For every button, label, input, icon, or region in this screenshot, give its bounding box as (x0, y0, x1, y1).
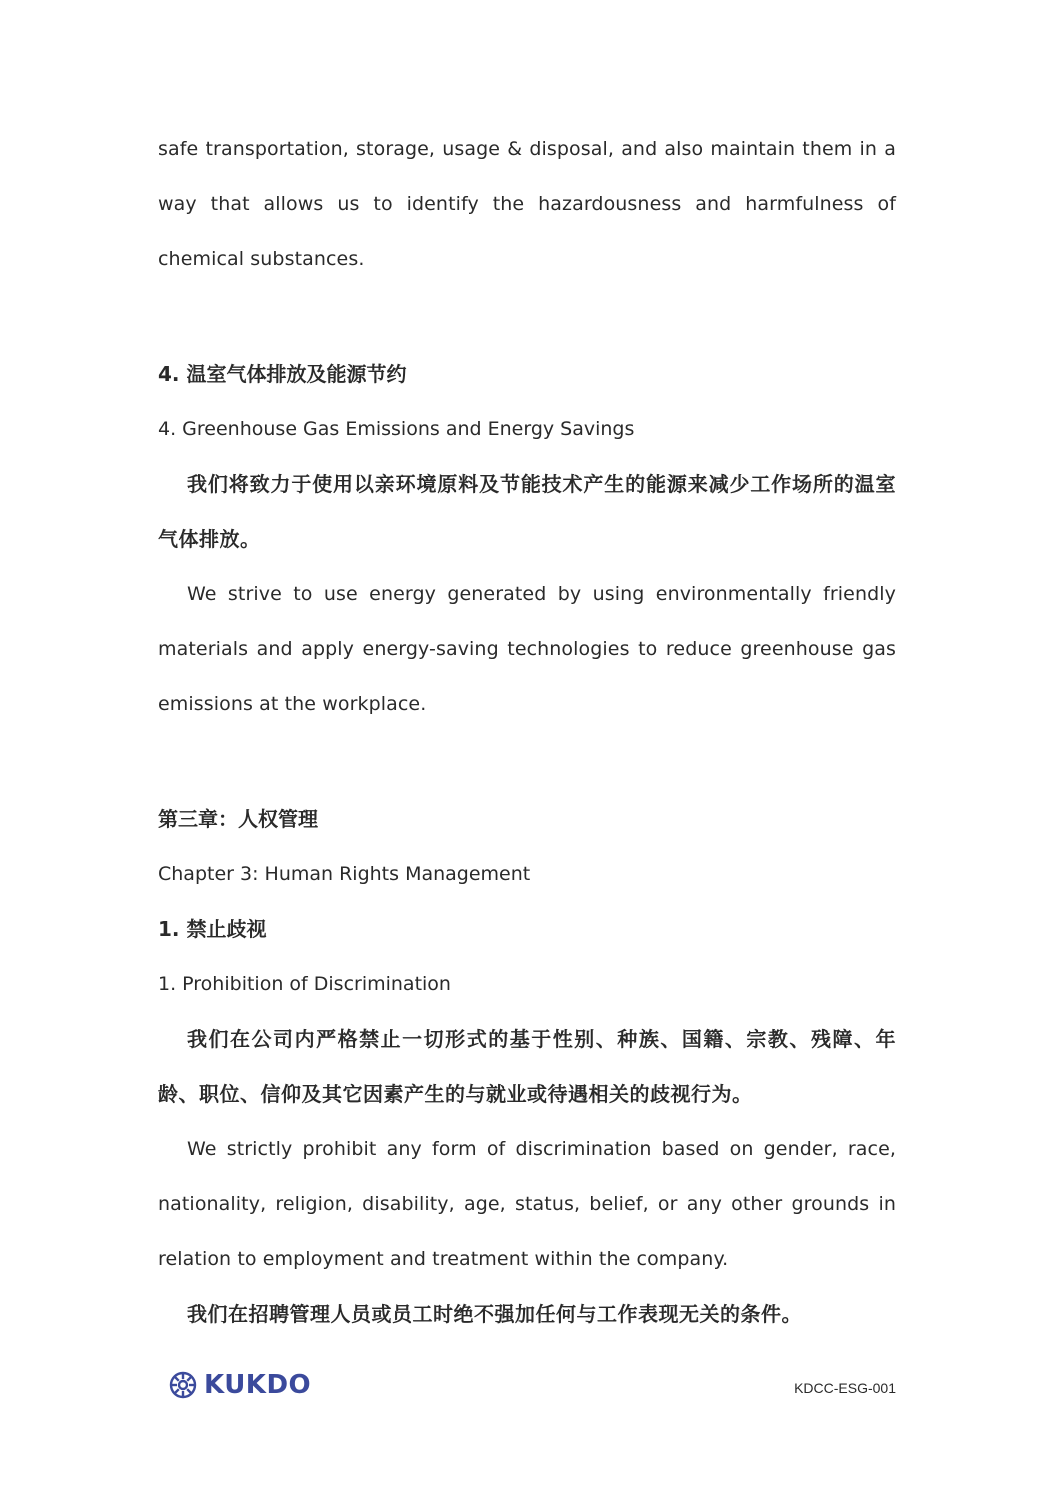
company-logo (168, 1370, 311, 1400)
chapter3-heading-cn: 第三章：人权管理 (158, 807, 318, 831)
subsection1-body-cn-1: 我们在公司内严格禁止一切形式的基于性别、种族、国籍、宗教、残障、年龄、职位、信仰及其它因素产生的与就业或待遇相关的歧视行为。 (158, 1027, 896, 1106)
intro-paragraph: safe transportation, storage, usage & disposal, and also maintain them in a way that allows us to identify the hazardousness and harmfulness of chemical substances. (158, 138, 896, 270)
section4-heading-en: 4. Greenhouse Gas Emissions and Energy Savings (158, 418, 635, 440)
document-code: KDCC-ESG-001 (794, 1380, 896, 1396)
section4-heading-cn: 4. 温室气体排放及能源节约 (158, 362, 407, 386)
logo-emblem-icon (168, 1370, 198, 1400)
logo-text: KUKDO (204, 1370, 312, 1400)
section4-body-cn: 我们将致力于使用以亲环境原料及节能技术产生的能源来减少工作场所的温室气体排放。 (158, 472, 896, 551)
subsection1-body-cn-2: 我们在招聘管理人员或员工时绝不强加任何与工作表现无关的条件。 (187, 1302, 802, 1326)
section4-body-en: We strive to use energy generated by using environmentally friendly materials and apply energy-saving technologies to reduce greenhouse gas emissions at the workplace. (158, 583, 896, 715)
section-gap (158, 732, 896, 792)
subsection1-heading-cn: 1. 禁止歧视 (158, 917, 267, 941)
subsection1-heading-en: 1. Prohibition of Discrimination (158, 973, 451, 995)
chapter3-heading-en: Chapter 3: Human Rights Management (158, 863, 531, 885)
subsection1-body-en-1: We strictly prohibit any form of discrimination based on gender, race, nationality, religion, disability, age, status, belief, or any other grounds in relation to employment and treatment within the company. (158, 1138, 896, 1270)
page-content (158, 122, 896, 1342)
section-gap (158, 287, 896, 347)
